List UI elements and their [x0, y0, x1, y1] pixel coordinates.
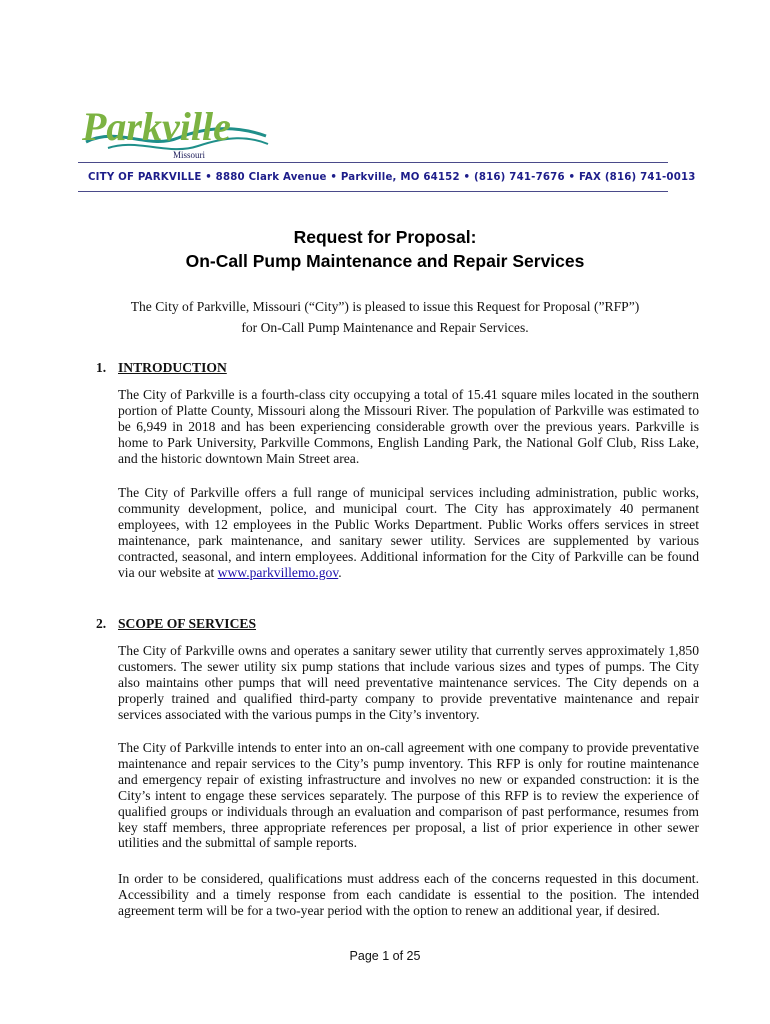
website-link[interactable]: www.parkvillemo.gov [217, 564, 339, 580]
title-line-2: On-Call Pump Maintenance and Repair Services [185, 251, 585, 271]
section-2-heading: SCOPE OF SERVICES [118, 616, 257, 631]
section-2-paragraph-1: The City of Parkville owns and operates a sanitary sewer utility that currently serves approximately 1,850 customers. The sewer utility six pump stations that include various sizes and types of pumps. The City also maintains other pumps that will need preventative maintenance services. The City depends on a properly trained and qualified third-party company to provide preventative maintenance and repair services associated with the various pumps in the City’s inventory. [118, 643, 699, 722]
section-1-paragraph-2 [118, 485, 699, 580]
section-2-number: 2. [96, 616, 107, 631]
section-1-heading: INTRODUCTION [118, 360, 227, 375]
page-number: Page 1 of 25 [349, 949, 421, 963]
section-1-number: 1. [96, 360, 107, 375]
letterhead-address: CITY OF PARKVILLE • 8880 Clark Avenue • Parkville, MO 64152 • (816) 741-7676 • FAX (816) 741-0013 [78, 162, 668, 192]
section-2-paragraph-3: In order to be considered, qualifications must address each of the concerns requested in this document. Accessibility and a timely response from each candidate is essential to the position. The intended agreement term will be for a two-year period with the option to renew an additional year, if desired. [118, 871, 699, 918]
section-1-paragraph-2-text: The City of Parkville offers a full range of municipal services including administration, public works, community development, police, and municipal court. The City has approximately 40 permanent employees, with 12 employees in the Public Works Department. Public Works offers services in street maintenance, park maintenance, and sanitary sewer utility. Services are supplemented by various contracted, seasonal, and intern employees. Additional information for the City of Parkville can be found via our website at [118, 485, 699, 580]
title-line-1: Request for Proposal: [293, 227, 477, 247]
logo-wordmark: Parkville [82, 104, 231, 149]
section-1-paragraph-1: The City of Parkville is a fourth-class city occupying a total of 15.41 square miles located in the southern portion of Platte County, Missouri along the Missouri River. The population of Parkville was estimated to be 6,949 in 2018 and has been experiencing considerable growth over the previous years. Parkville is home to Park University, Parkville Commons, English Landing Park, the National Golf Club, Riss Lake, and the historic downtown Main Street area. [118, 387, 699, 466]
intro-line-2: for On-Call Pump Maintenance and Repair Services. [241, 320, 529, 335]
logo-subtitle: Missouri [173, 150, 206, 160]
section-2-paragraph-2: The City of Parkville intends to enter into an on-call agreement with one company to provide preventative maintenance and repair services to the City’s pump inventory. This RFP is only for routine maintenance and emergency repair of existing infrastructure and involves no new or expanded construction: it is the City’s intent to engage these services separately. The purpose of this RFP is to review the experience of qualified groups or individuals through an evaluation and comparison of past performance, resumes from key staff members, three appropriate references per proposal, a list of prior experience in other sewer utilities and the submittal of sample reports. [118, 740, 699, 851]
parkville-logo [78, 96, 270, 162]
section-1-paragraph-2-end: . [338, 564, 342, 580]
intro-line-1: The City of Parkville, Missouri (“City”) is pleased to issue this Request for Proposal (”RFP”) [130, 299, 640, 314]
